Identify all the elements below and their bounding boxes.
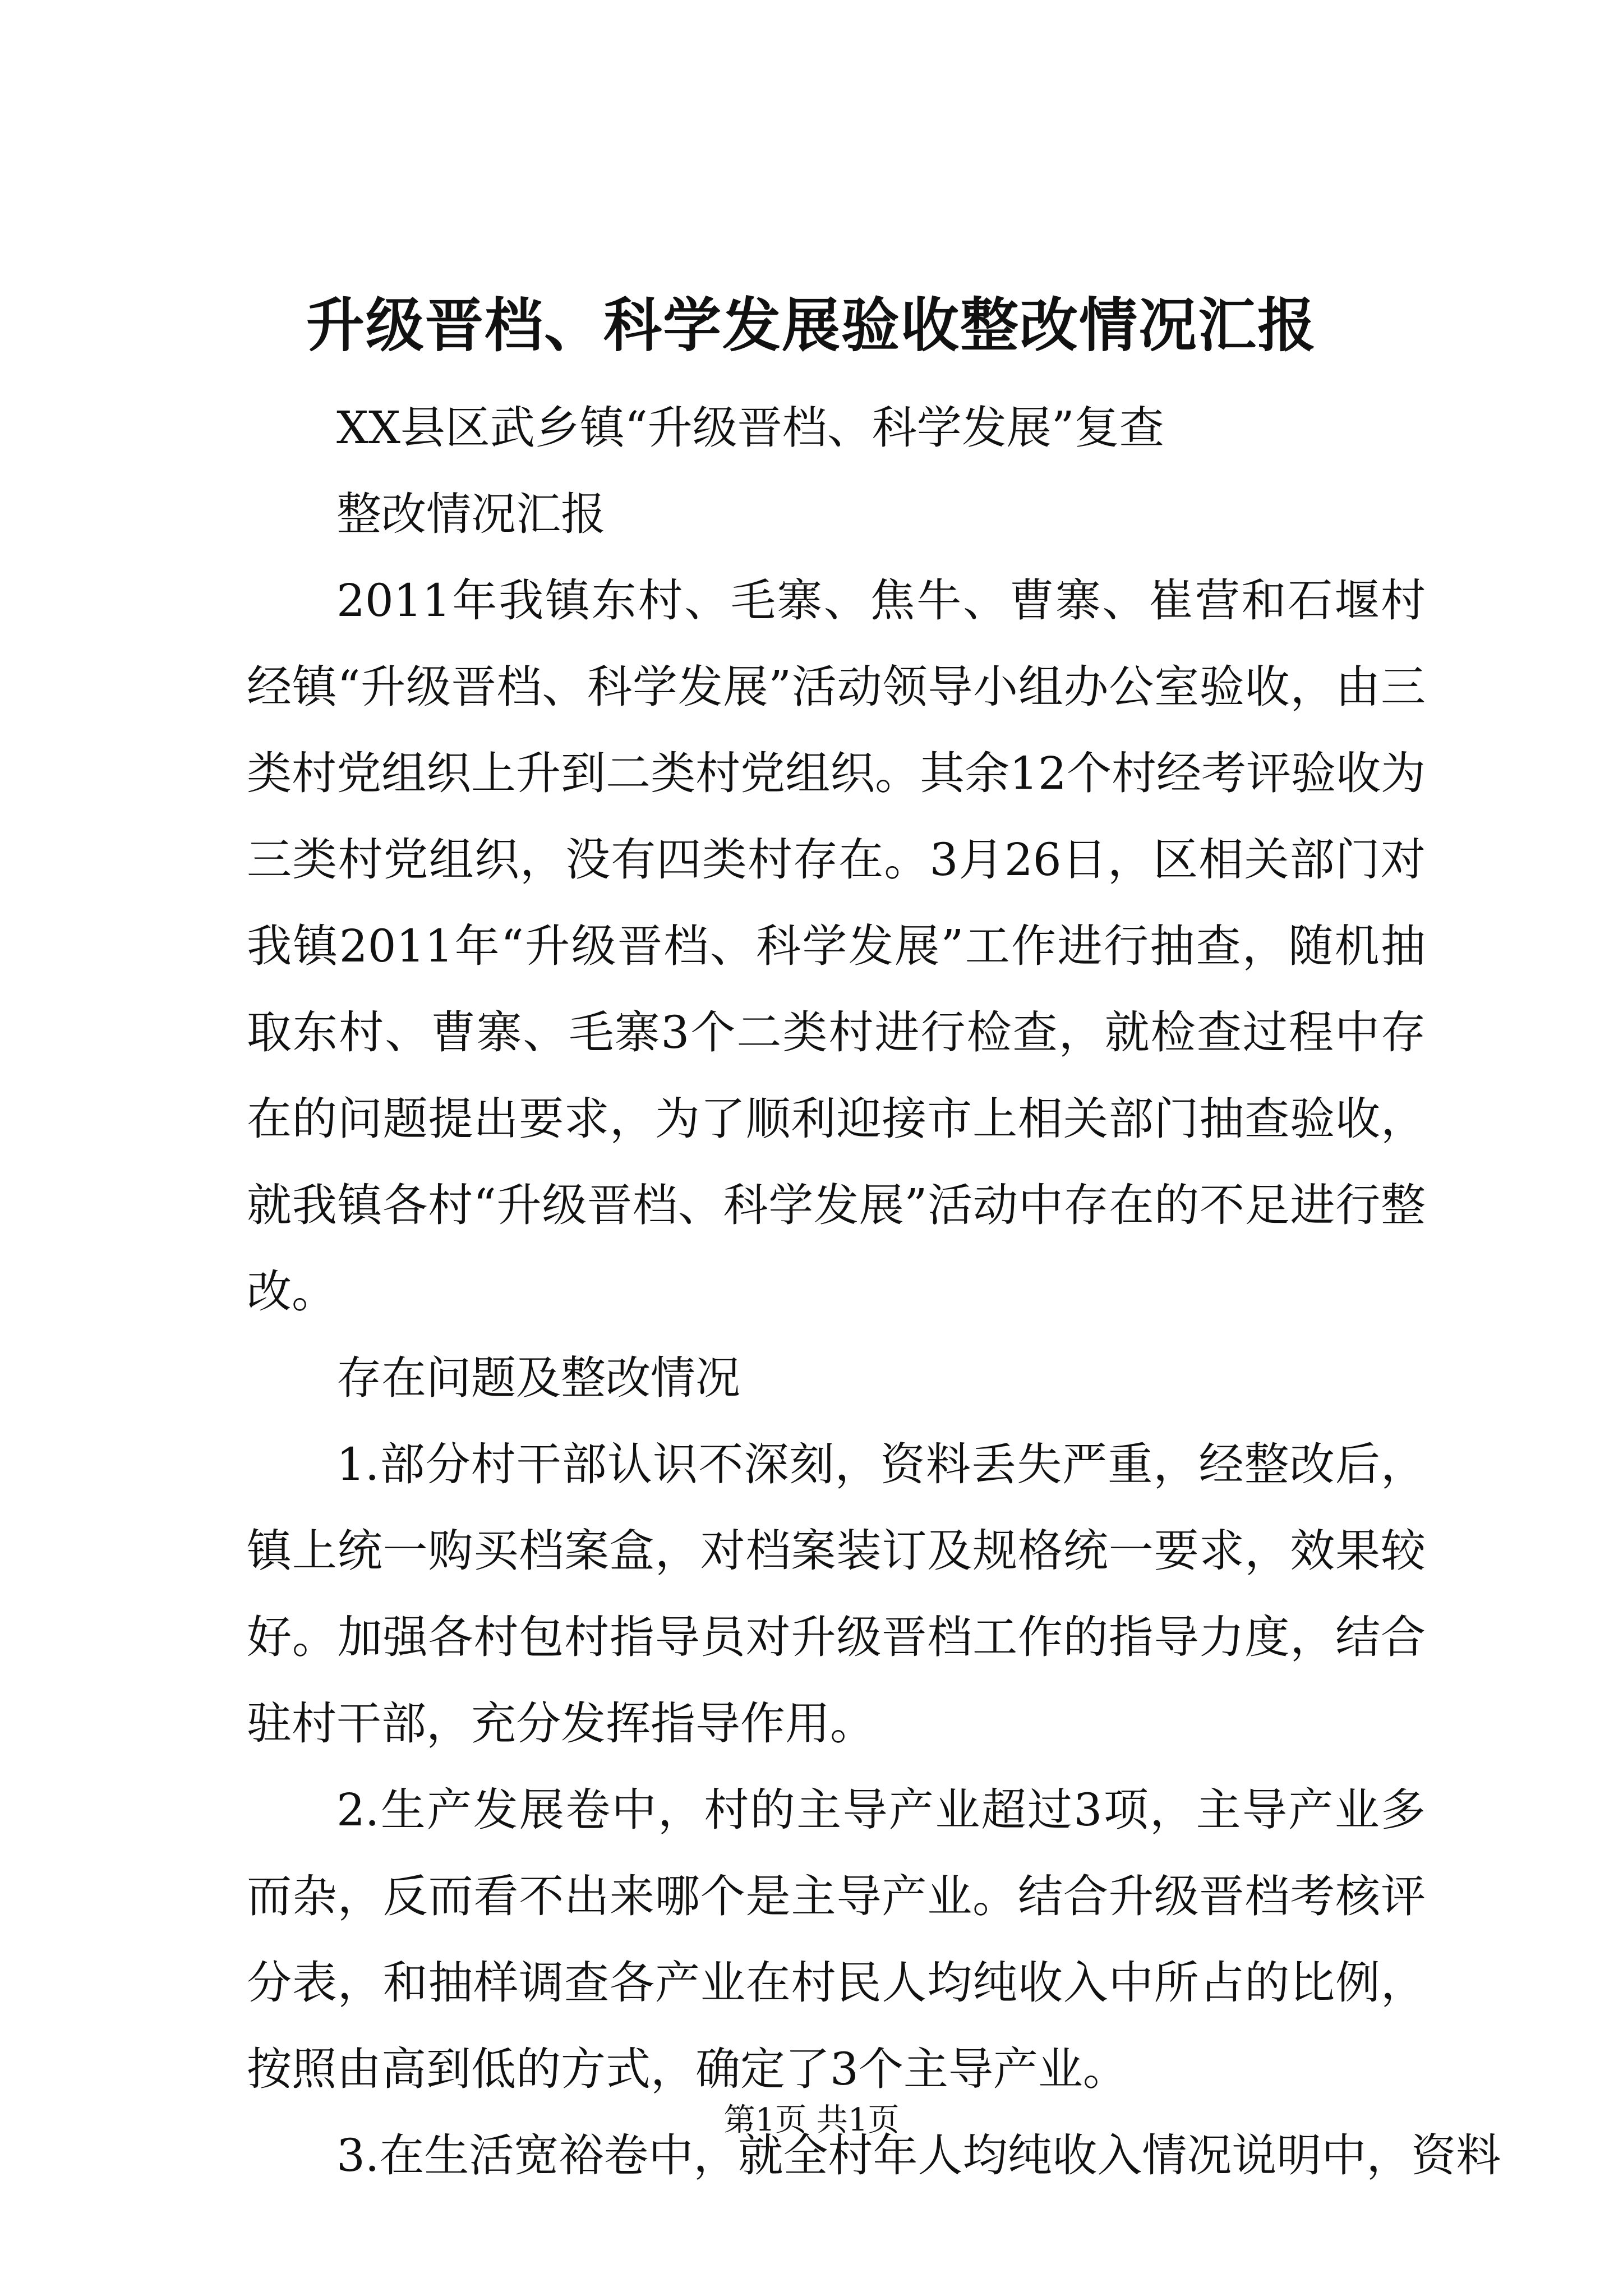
document-body [247,385,1501,2199]
page-footer: 第1页 共1页 [723,2102,900,2138]
paragraph-item-2: 2.生产发展卷中，村的主导产业超过3项，主导产业多而杂，反而看不出来哪个是主导产业。结合升级晋档考核评分表，和抽样调查各产业在村民人均纯收入中所占的比例，按照由高到低的方式，确定了3个主导产业。 [247,1784,1426,2095]
document-title: 升级晋档、科学发展验收整改情况汇报 [306,291,1317,360]
section-heading-problems: 存在问题及整改情况 [336,1352,740,1404]
paragraph-subtitle-line-1: XX县区武乡镇“升级晋档、科学发展”复查 [336,402,1164,454]
paragraph-item-3: 3.在生活宽裕卷中，就全村年人均纯收入情况说明中，资料 [336,2129,1501,2182]
paragraph-item-1: 1.部分村干部认识不深刻，资料丢失严重，经整改后，镇上统一购买档案盒，对档案装订及规格统一要求，效果较好。加强各村包村指导员对升级晋档工作的指导力度，结合驻村干部，充分发挥指导作用。 [247,1438,1426,1750]
paragraph-subtitle-line-2: 整改情况汇报 [336,488,606,540]
paragraph-intro: 2011年我镇东村、毛寨、焦牛、曹寨、崔营和石堰村经镇“升级晋档、科学发展”活动领导小组办公室验收，由三类村党组织上升到二类村党组织。其余12个村经考评验收为三类村党组织，没有四类村存在。3月26日，区相关部门对我镇2011年“升级晋档、科学发展”工作进行抽查，随机抽取东村、曹寨、毛寨3个二类村进行检查，就检查过程中存在的问题提出要求，为了顺利迎接市上相关部门抽查验收，就我镇各村“升级晋档、科学发展”活动中存在的不足进行整改。 [247,574,1426,1318]
